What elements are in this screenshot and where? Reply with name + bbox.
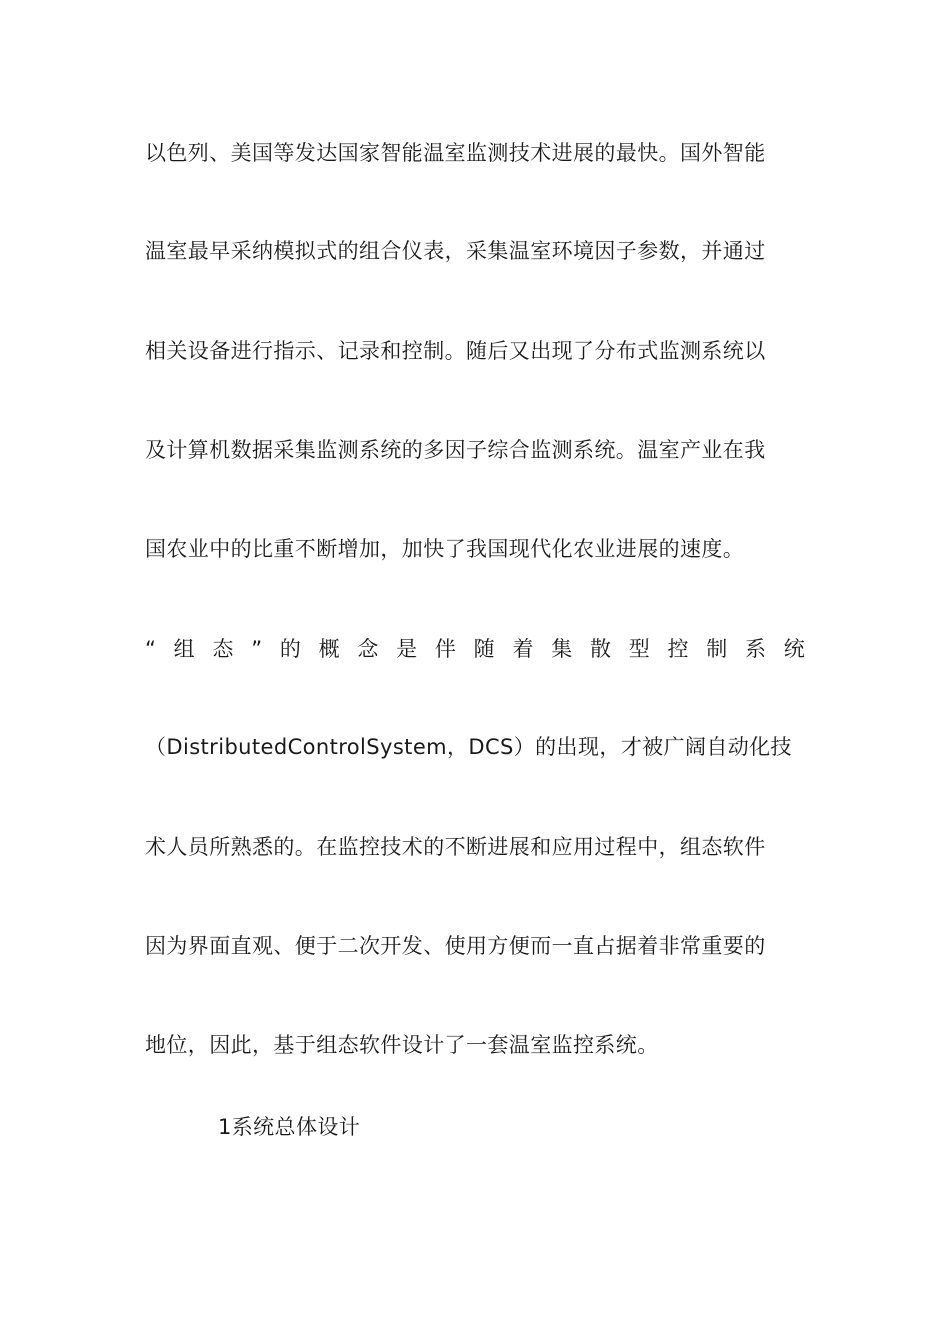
justified-char: 集 (551, 637, 573, 661)
justified-char: 组 (173, 637, 195, 661)
justified-char: 着 (512, 637, 534, 661)
justified-char: 散 (589, 637, 611, 661)
paragraph-line-1: 以色列、美国等发达国家智能温室监测技术进展的最快。国外智能 (145, 141, 766, 165)
paragraph-line-9: 因为界面直观、便于二次开发、使用方便而一直占据着非常重要的 (145, 934, 766, 958)
justified-char: 随 (473, 637, 495, 661)
paragraph-line-2: 温室最早采纳模拟式的组合仪表，采集温室环境因子参数，并通过 (145, 239, 766, 263)
justified-char: 统 (783, 637, 805, 661)
section-heading: 1系统总体设计 (218, 1115, 361, 1139)
justified-char: 制 (706, 637, 728, 661)
paragraph-line-6-justified (145, 635, 805, 663)
paragraph-line-5: 国农业中的比重不断增加，加快了我国现代化农业进展的速度。 (145, 537, 745, 561)
paragraph-line-4: 及计算机数据采集监测系统的多因子综合监测系统。温室产业在我 (145, 438, 766, 462)
justified-char: 是 (396, 637, 418, 661)
justified-char: 控 (667, 637, 689, 661)
paragraph-line-8: 术人员所熟悉的。在监控技术的不断进展和应用过程中，组态软件 (145, 835, 766, 859)
paragraph-line-7: （DistributedControlSystem，DCS）的出现，才被广阔自动化技 (145, 735, 792, 759)
justified-char: 的 (279, 637, 301, 661)
justified-char: 系 (745, 637, 767, 661)
justified-char: 态 (212, 637, 234, 661)
justified-char: 型 (628, 637, 650, 661)
justified-char: “ (145, 637, 156, 661)
justified-char: ” (251, 637, 263, 661)
paragraph-line-3: 相关设备进行指示、记录和控制。随后又出现了分布式监测系统以 (145, 339, 766, 363)
justified-char: 概 (318, 637, 340, 661)
justified-char: 伴 (434, 637, 456, 661)
justified-char: 念 (357, 637, 379, 661)
paragraph-line-10: 地位，因此，基于组态软件设计了一套温室监控系统。 (145, 1033, 659, 1057)
